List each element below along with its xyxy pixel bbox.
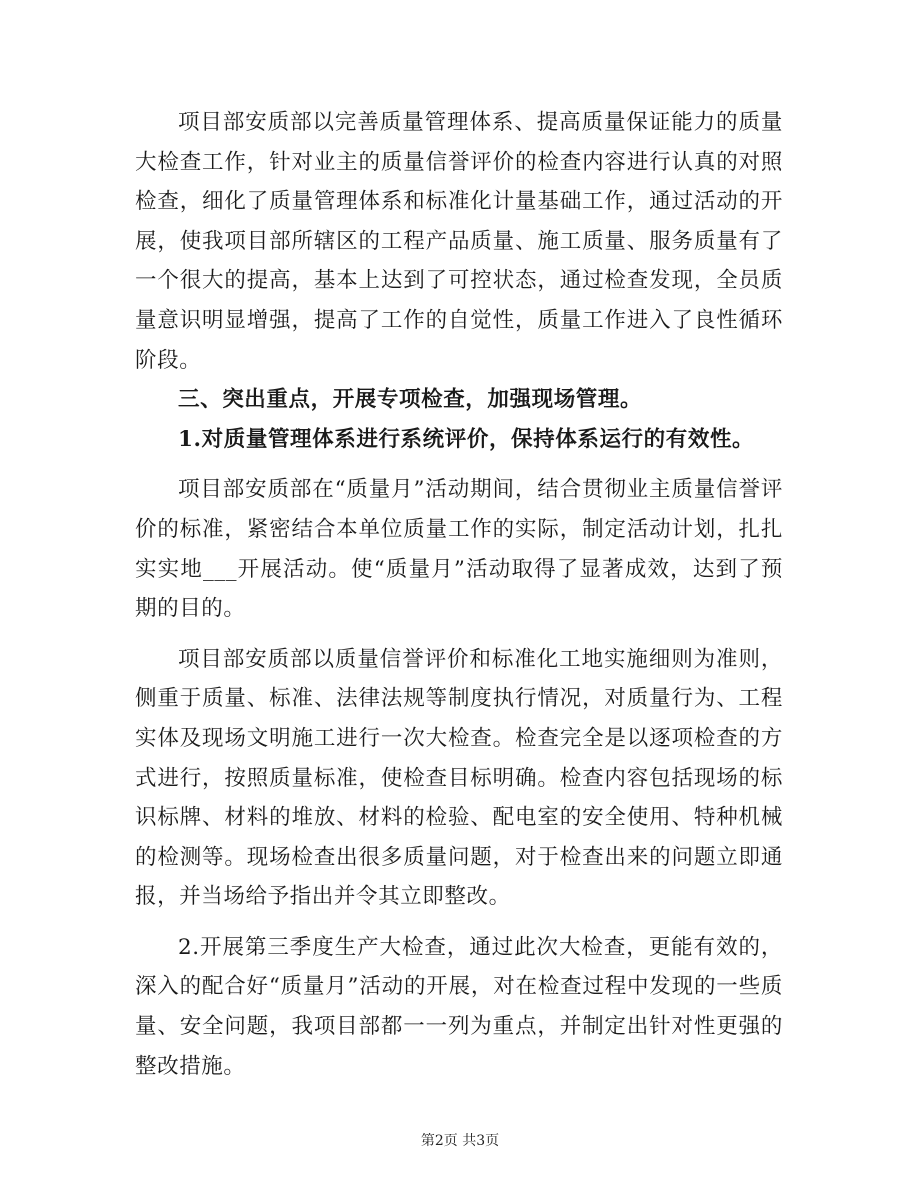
subheading-1: 1.对质量管理体系进行系统评价，保持体系运行的有效性。 — [178, 426, 755, 452]
paragraph-third-quarter-inspection: 2.开展第三季度生产大检查，通过此次大检查，更能有效的，深入的配合好“质量月”活动的开展，对在检查过程中发现的一些质量、安全问题，我项目部都一一列为重点，并制定出针对性更强的整改措施。 — [135, 934, 783, 1079]
paragraph-inspection-details: 项目部安质部以质量信誉评价和标准化工地实施细则为准则，侧重于质量、标准、法律法规等制度执行情况，对质量行为、工程实体及现场文明施工进行一次大检查。检查完全是以逐项检查的方式进行，按照质量标准，使检查目标明确。检查内容包括现场的标识标牌、材料的堆放、材料的检验、配电室的安全使用、特种机械的检测等。现场检查出很多质量问题，对于检查出来的问题立即通报，并当场给予指出并令其立即整改。 — [135, 646, 783, 910]
paragraph-quality-month: 项目部安质部在“质量月”活动期间，结合贯彻业主质量信誉评价的标准，紧密结合本单位质量工作的实际，制定活动计划，扎扎实实地___开展活动。使“质量月”活动取得了显著成效，达到了预期的目的。 — [135, 477, 783, 622]
page-number: 第2页 共3页 — [420, 1133, 500, 1149]
paragraph-quality-inspection-intro: 项目部安质部以完善质量管理体系、提高质量保证能力的质量大检查工作，针对业主的质量信誉评价的检查内容进行认真的对照检查，细化了质量管理体系和标准化计量基础工作，通过活动的开展，使我项目部所辖区的工程产品质量、施工质量、服务质量有了一个很大的提高，基本上达到了可控状态，通过检查发现，全员质量意识明显增强，提高了工作的自觉性，质量工作进入了良性循环阶段。 — [135, 110, 783, 373]
section-heading-3: 三、突出重点，开展专项检查，加强现场管理。 — [178, 387, 643, 413]
document-body — [135, 103, 783, 1086]
